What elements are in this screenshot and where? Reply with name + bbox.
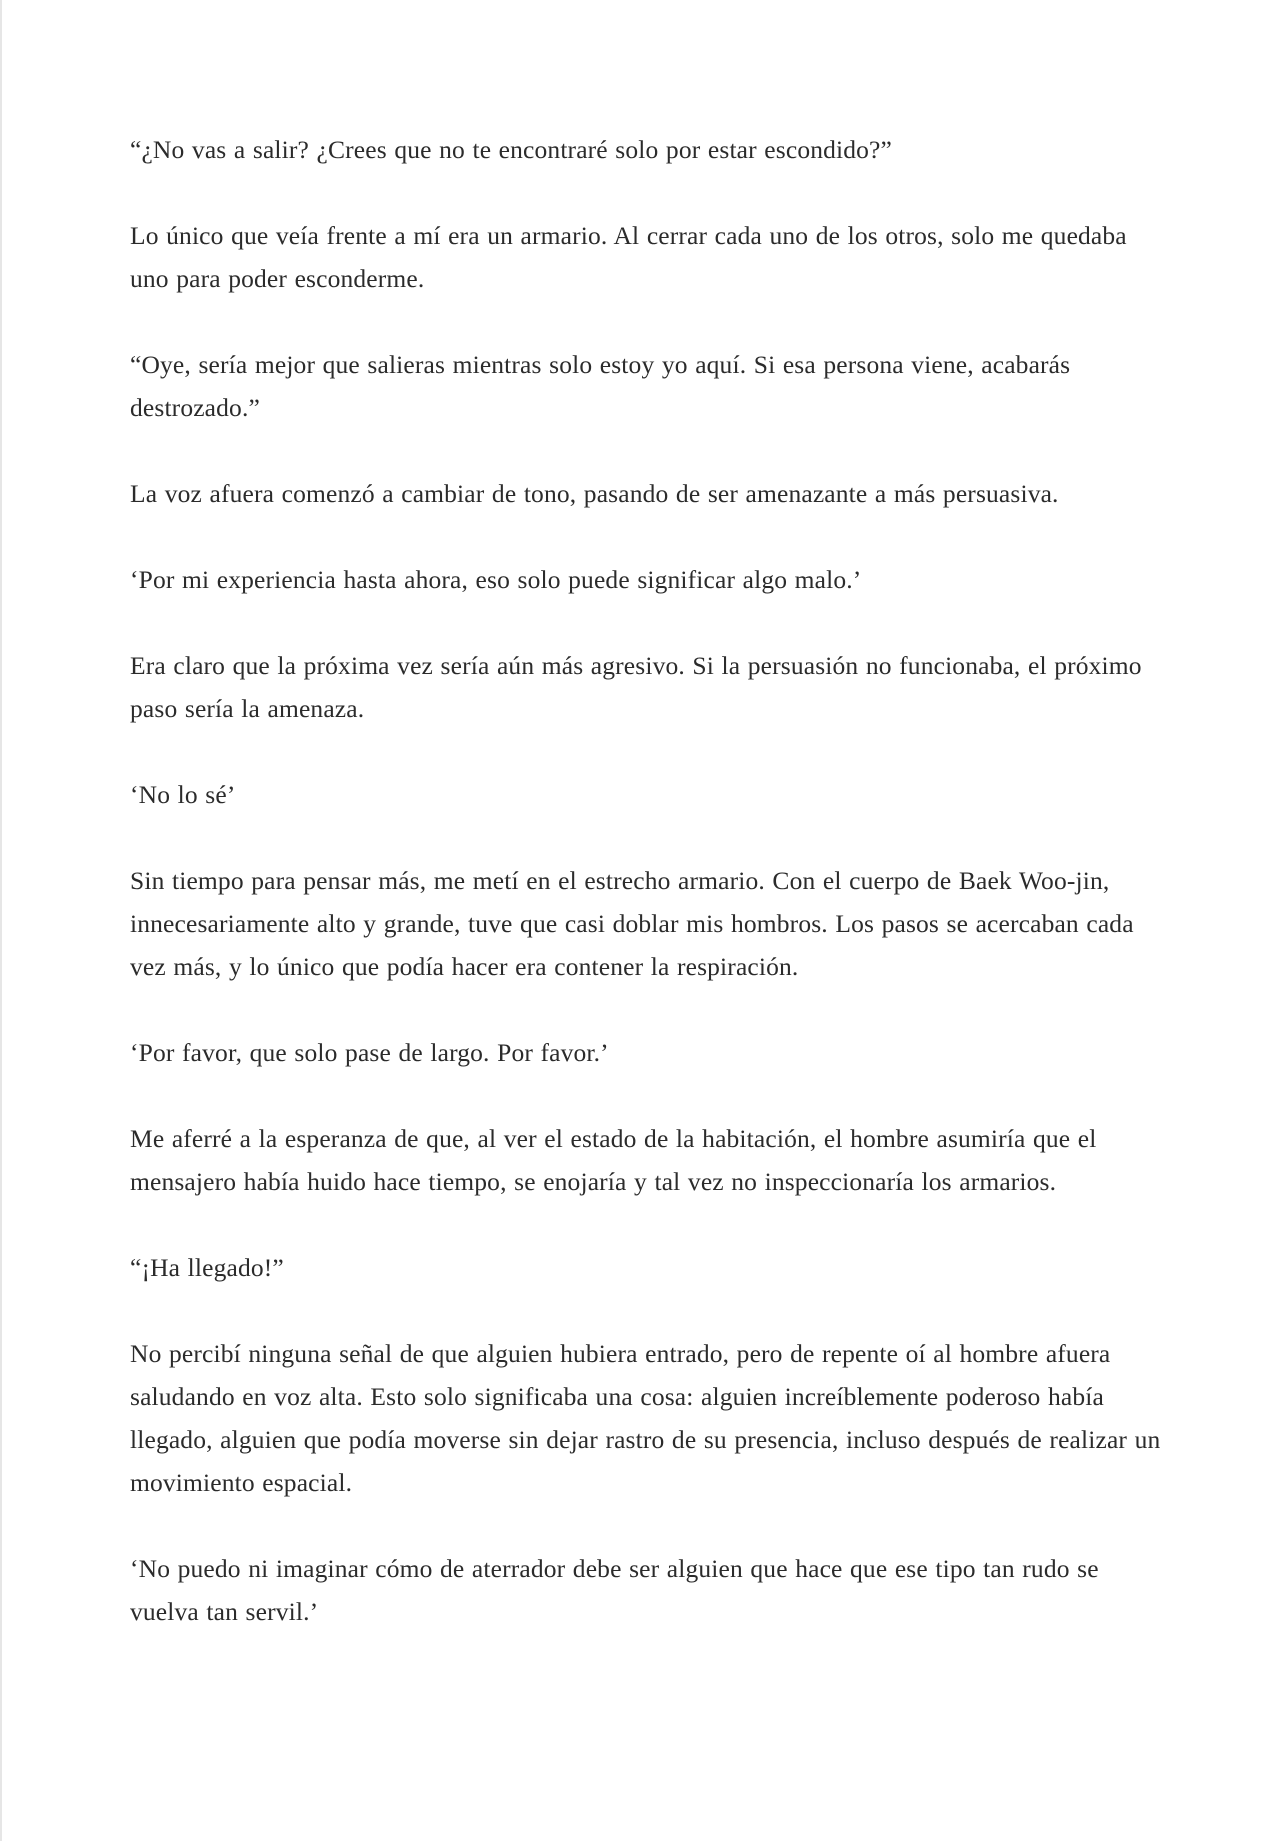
paragraph-narration-2: La voz afuera comenzó a cambiar de tono, pasando de ser amenazante a más persuasiva. <box>130 479 1059 508</box>
paragraph-thought-3: ‘Por favor, que solo pase de largo. Por favor.’ <box>130 1038 609 1067</box>
document-body <box>130 128 1170 1676</box>
paragraph-thought-4: ‘No puedo ni imaginar cómo de aterrador debe ser alguien que hace que ese tipo tan rudo se vuelva tan servil.’ <box>130 1554 1099 1626</box>
paragraph-narration-1: Lo único que veía frente a mí era un armario. Al cerrar cada uno de los otros, solo me quedaba uno para poder esconderme. <box>130 221 1127 293</box>
paragraph-dialogue-1: “¿No vas a salir? ¿Crees que no te encontraré solo por estar escondido?” <box>130 135 892 164</box>
page-edge-divider <box>0 0 2 1841</box>
paragraph-dialogue-3: “¡Ha llegado!” <box>130 1253 284 1282</box>
paragraph-narration-4: Sin tiempo para pensar más, me metí en el estrecho armario. Con el cuerpo de Baek Woo-jin, innecesariamente alto y grande, tuve que casi doblar mis hombros. Los pasos se acercaban cada vez más, y lo único que podía hacer era contener la respiración. <box>130 866 1134 981</box>
paragraph-thought-1: ‘Por mi experiencia hasta ahora, eso solo puede significar algo malo.’ <box>130 565 862 594</box>
paragraph-narration-5: Me aferré a la esperanza de que, al ver el estado de la habitación, el hombre asumiría que el mensajero había huido hace tiempo, se enojaría y tal vez no inspeccionaría los armarios. <box>130 1124 1097 1196</box>
paragraph-narration-3: Era claro que la próxima vez sería aún más agresivo. Si la persuasión no funcionaba, el próximo paso sería la amenaza. <box>130 651 1142 723</box>
paragraph-dialogue-2: “Oye, sería mejor que salieras mientras solo estoy yo aquí. Si esa persona viene, acabarás destrozado.” <box>130 350 1071 422</box>
paragraph-narration-6: No percibí ninguna señal de que alguien hubiera entrado, pero de repente oí al hombre afuera saludando en voz alta. Esto solo significaba una cosa: alguien increíblemente poderoso había llegado, alguien que podía moverse sin dejar rastro de su presencia, incluso después de realizar un movimiento espacial. <box>130 1339 1161 1497</box>
paragraph-thought-2: ‘No lo sé’ <box>130 780 236 809</box>
